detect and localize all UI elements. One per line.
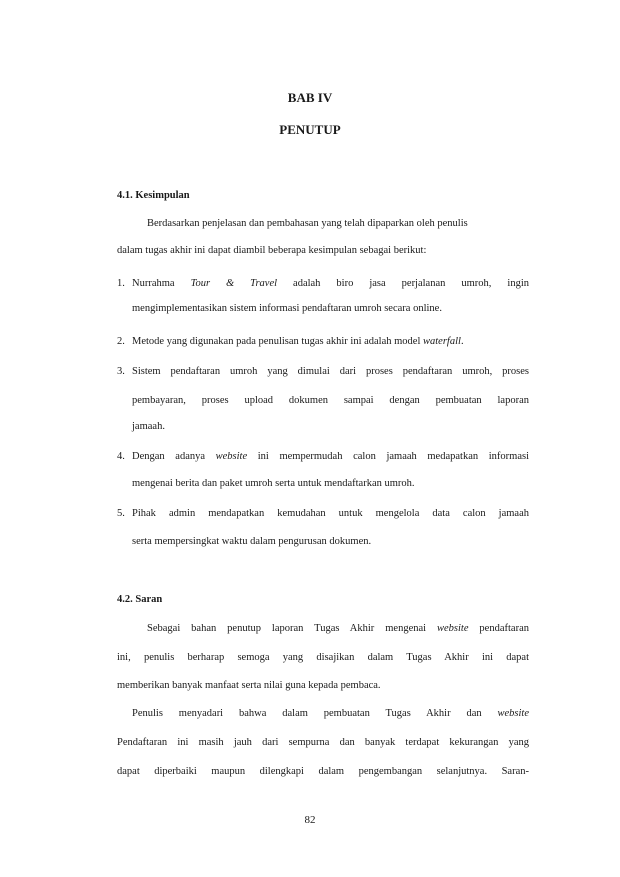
emphasis-text: waterfall bbox=[423, 336, 461, 347]
list-item-line: mengimplementasikan sistem informasi pendaftaran umroh secara online. bbox=[132, 303, 442, 314]
list-item-line: mengenai berita dan paket umroh serta untuk mendaftarkan umroh. bbox=[132, 478, 415, 489]
emphasis-text: website bbox=[215, 451, 248, 462]
list-number: 4. bbox=[117, 451, 125, 462]
text-span: Metode yang digunakan pada penulisan tugas akhir ini adalah model bbox=[132, 336, 424, 347]
list-item-line: pembayaran, proses upload dokumen sampai dengan pembuatan laporan bbox=[132, 395, 529, 406]
emphasis-text: Tour & Travel bbox=[190, 278, 278, 289]
paragraph-line bbox=[147, 623, 529, 634]
text-span: pendaftaran bbox=[468, 623, 529, 634]
text-span: Nurrahma bbox=[132, 278, 191, 289]
list-number: 5. bbox=[117, 508, 125, 519]
page-number: 82 bbox=[304, 814, 316, 826]
text-span: . bbox=[460, 336, 464, 347]
paragraph-line: dapat diperbaiki maupun dilengkapi dalam pengembangan selanjutnya. Saran- bbox=[117, 766, 529, 777]
list-number: 3. bbox=[117, 366, 125, 377]
list-item-line: Sistem pendaftaran umroh yang dimulai dari proses pendaftaran umroh, proses bbox=[132, 366, 529, 377]
list-item-line bbox=[132, 278, 529, 289]
paragraph-line: memberikan banyak manfaat serta nilai guna kepada pembaca. bbox=[117, 680, 381, 691]
text-span: Penulis menyadari bahwa dalam pembuatan Tugas Akhir dan bbox=[132, 708, 498, 719]
section-heading-saran: 4.2. Saran bbox=[117, 594, 163, 605]
list-number: 1. bbox=[117, 278, 125, 289]
list-number: 2. bbox=[117, 336, 125, 347]
section-heading-kesimpulan: 4.1. Kesimpulan bbox=[117, 190, 190, 201]
paragraph-line bbox=[132, 708, 529, 719]
paragraph-line: ini, penulis berharap semoga yang disajikan dalam Tugas Akhir ini dapat bbox=[117, 652, 529, 663]
list-item-line: Pihak admin mendapatkan kemudahan untuk mengelola data calon jamaah bbox=[132, 508, 529, 519]
emphasis-text: website bbox=[497, 708, 529, 719]
intro-line-2: dalam tugas akhir ini dapat diambil beberapa kesimpulan sebagai berikut: bbox=[117, 245, 427, 256]
list-item-line: jamaah. bbox=[132, 421, 165, 432]
emphasis-text: website bbox=[437, 623, 469, 634]
list-item-line: serta mempersingkat waktu dalam pengurusan dokumen. bbox=[132, 536, 372, 547]
text-span: Sebagai bahan penutup laporan Tugas Akhir mengenai bbox=[147, 623, 437, 634]
list-item-line bbox=[132, 336, 464, 347]
intro-line-1: Berdasarkan penjelasan dan pembahasan yang telah dipaparkan oleh penulis bbox=[147, 218, 468, 229]
chapter-label: BAB IV bbox=[287, 90, 333, 105]
text-span: adalah biro jasa perjalanan umroh, ingin bbox=[277, 278, 529, 289]
text-span: ini mempermudah calon jamaah medapatkan informasi bbox=[247, 451, 529, 462]
chapter-title: PENUTUP bbox=[279, 122, 341, 137]
paragraph-line: Pendaftaran ini masih jauh dari sempurna dan banyak terdapat kekurangan yang bbox=[117, 737, 529, 748]
text-span: Dengan adanya bbox=[132, 451, 216, 462]
list-item-line bbox=[132, 451, 529, 462]
